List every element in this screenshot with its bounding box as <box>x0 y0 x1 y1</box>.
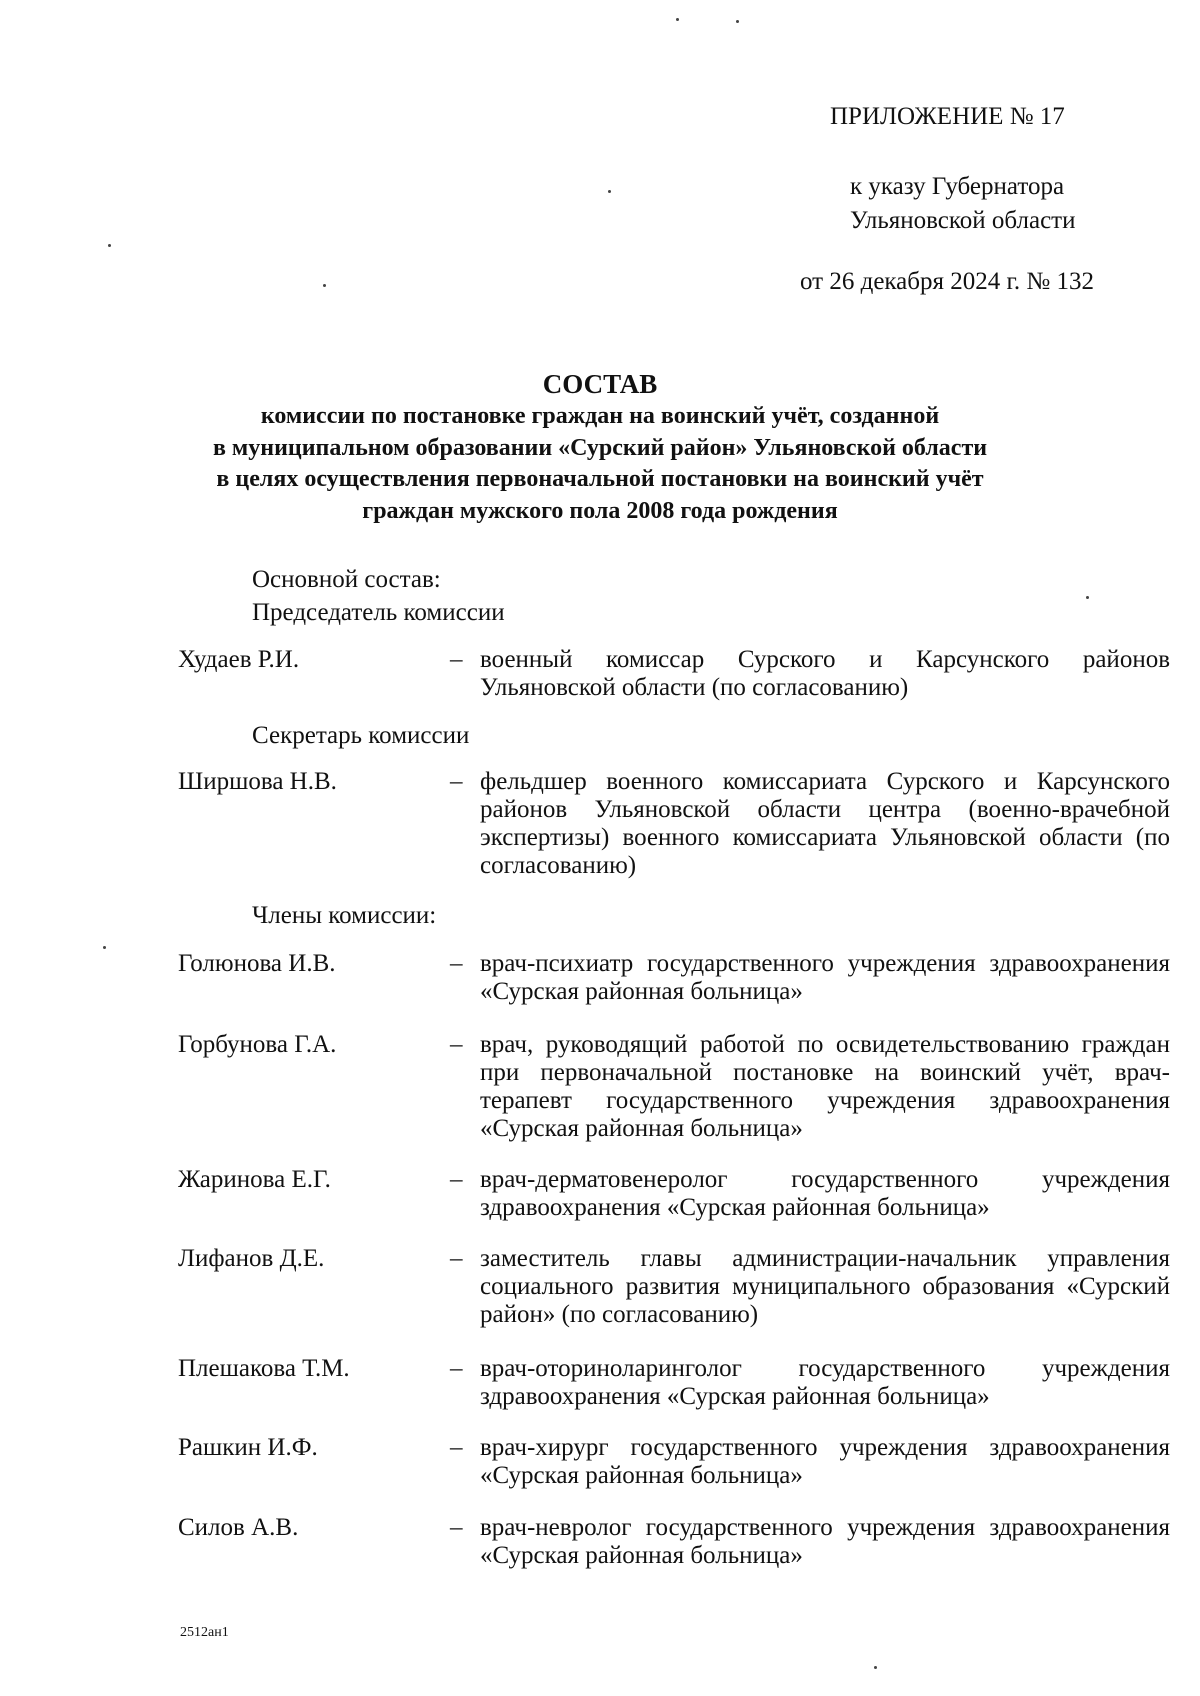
person-position: врач-оториноларинголог государственного учреждения здравоохранения «Сурская районная больница» <box>480 1355 1170 1410</box>
document-subtitle <box>150 401 1050 527</box>
subtitle-line-1: комиссии по постановке граждан на воинский учёт, созданной <box>260 403 940 429</box>
person-name: Горбунова Г.А. <box>178 1031 337 1058</box>
dash-separator: – <box>450 950 463 977</box>
dash-separator: – <box>450 1166 463 1193</box>
person-position: врач-дерматовенеролог государственного учреждения здравоохранения «Сурская районная больница» <box>480 1166 1170 1221</box>
person-name: Лифанов Д.Е. <box>178 1245 325 1272</box>
annex-reference-line-1: к указу Губернатора <box>850 173 1065 200</box>
annex-reference <box>850 170 1150 238</box>
subtitle-line-2: в муниципальном образовании «Сурский район» Ульяновской области <box>212 434 988 461</box>
section-members-label: Члены комиссии: <box>252 902 437 929</box>
person-position: фельдшер военного комиссариата Сурского и Карсунского районов Ульяновской области центра (военно-врачебной экспертизы) военного комиссариата Ульяновской области (по согласованию) <box>480 768 1170 879</box>
scan-speck <box>874 1666 877 1669</box>
person-name: Жаринова Е.Г. <box>178 1166 331 1193</box>
section-main-label: Основной состав: <box>252 566 441 593</box>
annex-date: от 26 декабря 2024 г. № 132 <box>800 268 1095 295</box>
scan-speck <box>676 18 679 21</box>
person-name: Силов А.В. <box>178 1514 299 1541</box>
scan-speck <box>108 244 111 247</box>
section-chair-label: Председатель комиссии <box>252 599 505 626</box>
dash-separator: – <box>450 1514 463 1541</box>
scan-speck <box>103 946 106 949</box>
person-name: Рашкин И.Ф. <box>178 1434 318 1461</box>
person-name: Ширшова Н.В. <box>178 768 337 795</box>
person-name: Плешакова Т.М. <box>178 1355 350 1382</box>
dash-separator: – <box>450 768 463 795</box>
dash-separator: – <box>450 1434 463 1461</box>
subtitle-line-3: в целях осуществления первоначальной постановки на воинский учёт <box>216 466 984 492</box>
person-position: врач-хирург государственного учреждения здравоохранения «Сурская районная больница» <box>480 1434 1170 1489</box>
scan-speck <box>736 20 739 23</box>
section-secretary-label: Секретарь комиссии <box>252 722 470 749</box>
person-name: Худаев Р.И. <box>178 646 300 673</box>
document-title: СОСТАВ <box>542 369 658 399</box>
person-position: врач-психиатр государственного учреждения здравоохранения «Сурская районная больница» <box>480 950 1170 1005</box>
dash-separator: – <box>450 1355 463 1382</box>
dash-separator: – <box>450 646 463 673</box>
person-position: врач, руководящий работой по освидетельствованию граждан при первоначальной постановке на воинский учёт, врач-терапевт государственного учреждения здравоохранения «Сурская районная больница» <box>480 1031 1170 1142</box>
person-position: заместитель главы администрации-начальник управления социального развития муниципального образования «Сурский район» (по согласованию) <box>480 1245 1170 1328</box>
person-name: Голюнова И.В. <box>178 950 336 977</box>
subtitle-line-4: граждан мужского пола 2008 года рождения <box>362 497 838 524</box>
dash-separator: – <box>450 1245 463 1272</box>
dash-separator: – <box>450 1031 463 1058</box>
annex-reference-line-2: Ульяновской области <box>850 207 1076 234</box>
scan-speck <box>608 190 611 193</box>
document-code: 2512ан1 <box>180 1625 229 1640</box>
person-position: военный комиссар Сурского и Карсунского районов Ульяновской области (по согласованию) <box>480 646 1170 701</box>
scan-speck <box>1086 596 1089 599</box>
scan-speck <box>323 284 326 287</box>
annex-number: ПРИЛОЖЕНИЕ № 17 <box>830 103 1065 130</box>
person-position: врач-невролог государственного учреждения здравоохранения «Сурская районная больница» <box>480 1514 1170 1569</box>
